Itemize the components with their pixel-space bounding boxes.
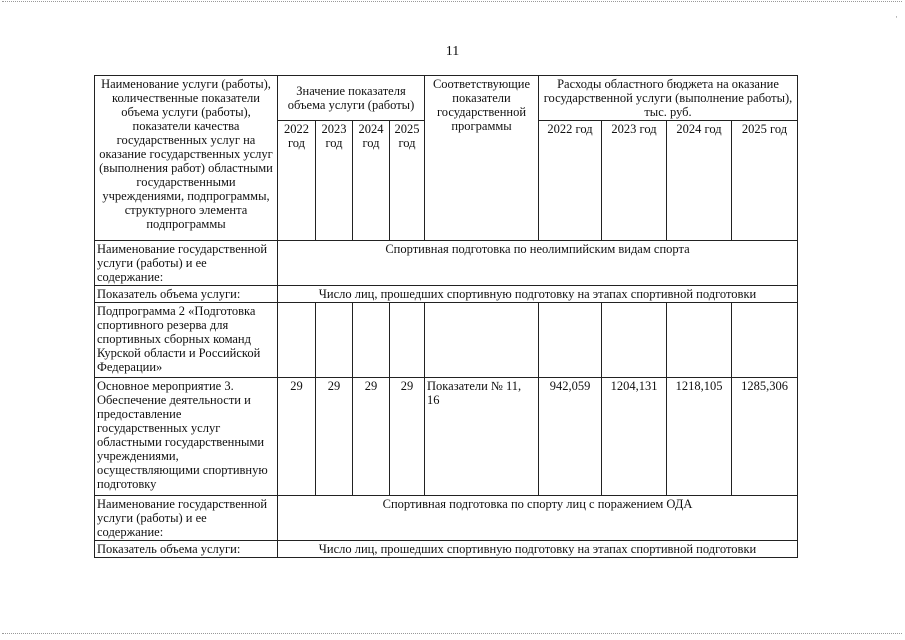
volume-indicator-value: Число лиц, прошедших спортивную подготовку на этапах спортивной подготовки	[278, 541, 798, 558]
scan-bottom-edge	[2, 633, 902, 634]
indicator-value: 29	[353, 378, 390, 496]
indicator-value: 29	[390, 378, 425, 496]
expense-value: 942,059	[539, 378, 602, 496]
header-expense-year: 2022 год	[539, 121, 602, 241]
main-activity-row	[95, 378, 798, 496]
header-expense-year: 2024 год	[667, 121, 732, 241]
empty-cell	[732, 303, 798, 378]
indicator-value: 29	[278, 378, 316, 496]
row-label: Подпрограмма 2 «Подготовка спортивного резерва для спортивных сборных команд Курской области и Российской Федерации»	[95, 303, 278, 378]
header-program-indicators: Соответствующие показатели государственной программы	[425, 76, 539, 241]
row-label: Показатель объема услуги:	[95, 541, 278, 558]
volume-indicator-row	[95, 541, 798, 558]
header-indicator-year: 2025 год	[390, 121, 425, 241]
indicator-value: 29	[316, 378, 353, 496]
row-label: Основное мероприятие 3. Обеспечение деятельности и предоставление государственных услуг областными государственными учреждениями, осуществляющими спортивную подготовку	[95, 378, 278, 496]
empty-cell	[667, 303, 732, 378]
expense-value: 1218,105	[667, 378, 732, 496]
empty-cell	[316, 303, 353, 378]
empty-cell	[353, 303, 390, 378]
corner-mark: ·	[895, 12, 898, 22]
service-name-value: Спортивная подготовка по неолимпийским видам спорта	[278, 241, 798, 286]
header-indicator-group: Значение показателя объема услуги (работы)	[278, 76, 425, 121]
subprogram-row	[95, 303, 798, 378]
row-label: Наименование государственной услуги (работы) и ее содержание:	[95, 241, 278, 286]
header-indicator-year: 2024 год	[353, 121, 390, 241]
empty-cell	[425, 303, 539, 378]
page-number: 11	[445, 44, 460, 59]
empty-cell	[539, 303, 602, 378]
program-indicators-value: Показатели № 11, 16	[425, 378, 539, 496]
service-name-row	[95, 241, 798, 286]
volume-indicator-row	[95, 286, 798, 303]
service-name-value: Спортивная подготовка по спорту лиц с поражением ОДА	[278, 496, 798, 541]
volume-indicator-value: Число лиц, прошедших спортивную подготовку на этапах спортивной подготовки	[278, 286, 798, 303]
expense-value: 1285,306	[732, 378, 798, 496]
header-service-name: Наименование услуги (работы), количественные показатели объема услуги (работы), показатели качества государственных услуг на оказание государственных услуг (выполнения работ) областными государственными учреждениями, подпрограммы, структурного элемента подпрограммы	[95, 76, 278, 241]
service-name-row	[95, 496, 798, 541]
row-label: Показатель объема услуги:	[95, 286, 278, 303]
scan-top-edge	[2, 1, 902, 2]
empty-cell	[278, 303, 316, 378]
header-expense-year: 2025 год	[732, 121, 798, 241]
header-expenses-group: Расходы областного бюджета на оказание государственной услуги (выполнение работы), тыс. руб.	[539, 76, 798, 121]
row-label: Наименование государственной услуги (работы) и ее содержание:	[95, 496, 278, 541]
expense-value: 1204,131	[602, 378, 667, 496]
empty-cell	[390, 303, 425, 378]
header-indicator-year: 2023 год	[316, 121, 353, 241]
header-indicator-year: 2022 год	[278, 121, 316, 241]
header-row-1	[95, 76, 798, 121]
budget-table	[94, 75, 798, 558]
header-expense-year: 2023 год	[602, 121, 667, 241]
empty-cell	[602, 303, 667, 378]
